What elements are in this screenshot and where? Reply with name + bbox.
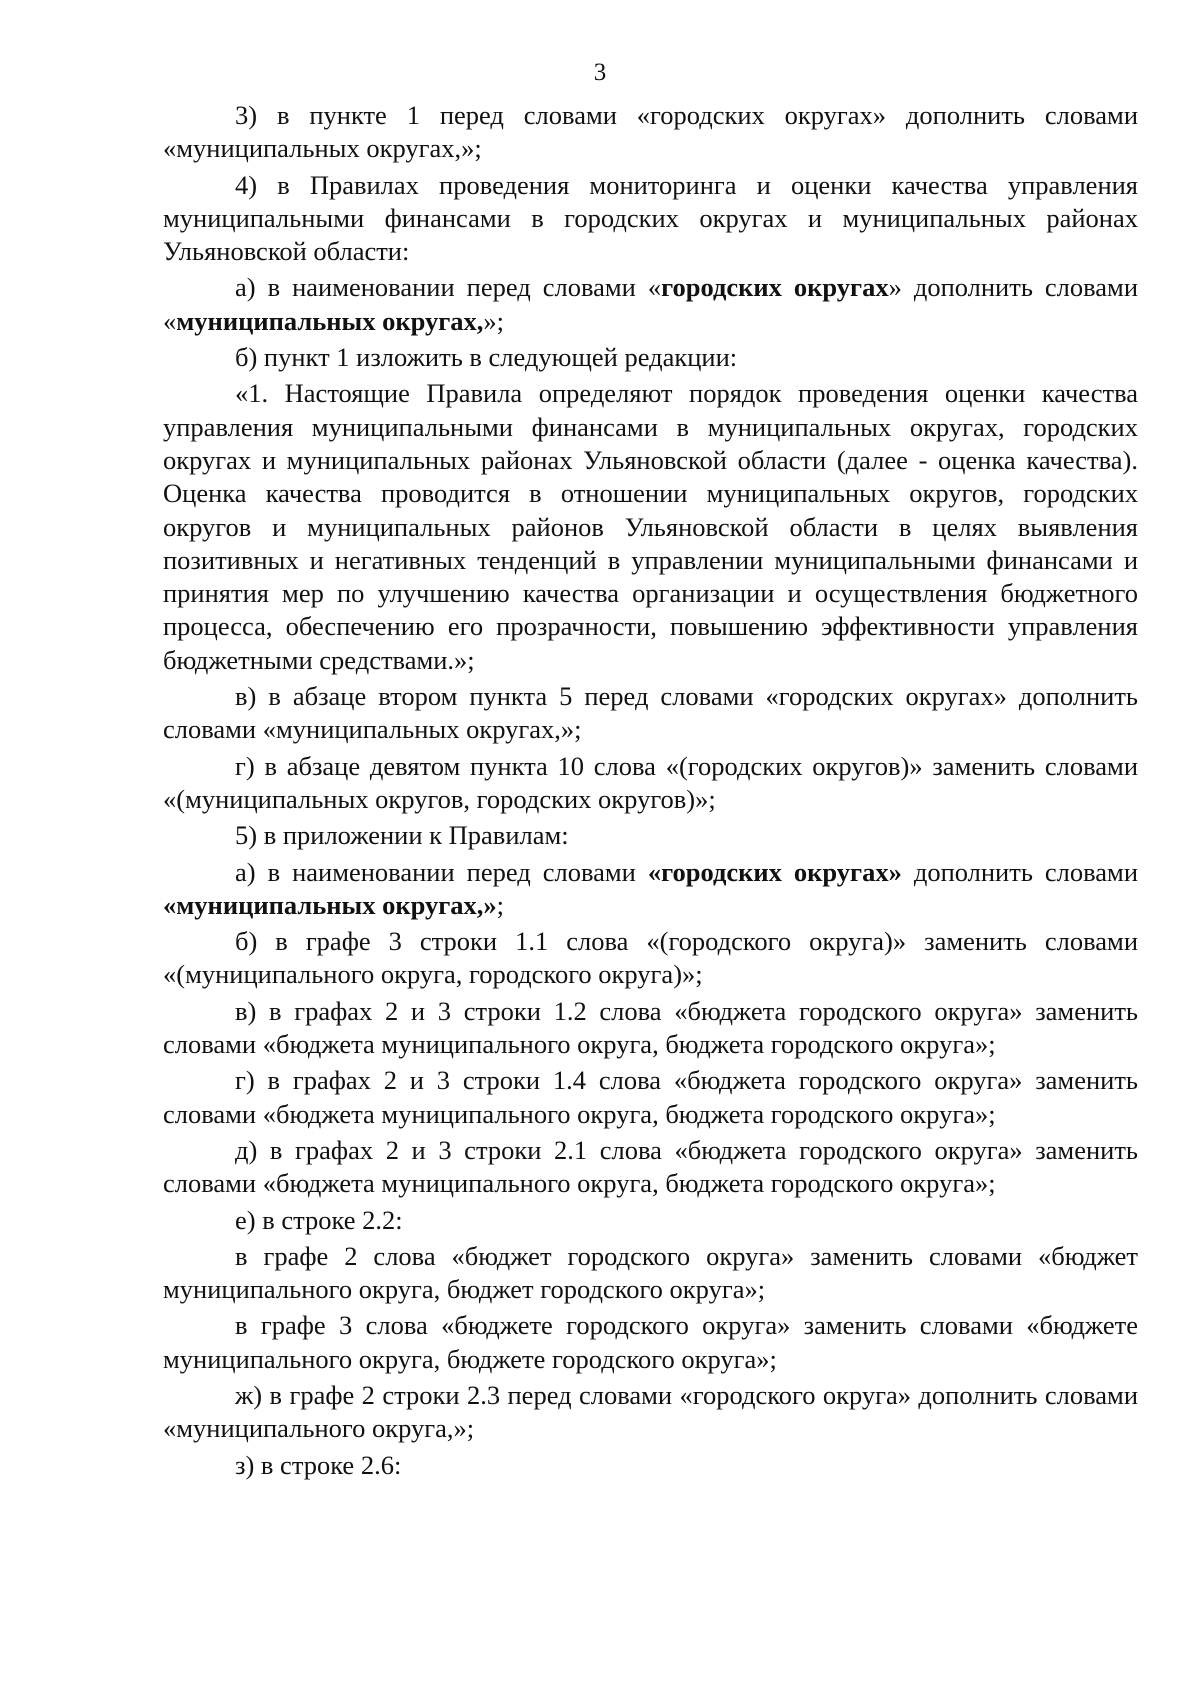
paragraph (163, 1449, 1138, 1482)
text-segment: в графе 2 слова «бюджет городского округа» заменить словами «бюджет муниципального округа, бюджет городского округа»; (163, 1240, 1138, 1305)
paragraph (163, 680, 1138, 747)
paragraph (163, 1240, 1138, 1307)
paragraph (163, 1134, 1138, 1201)
text-segment: б) пункт 1 изложить в следующей редакции: (235, 342, 738, 373)
bold-text-segment: муниципальных округах, (176, 305, 484, 336)
paragraph (163, 750, 1138, 817)
text-segment: ж) в графе 2 строки 2.3 перед словами «городского округа» дополнить словами «муниципального округа,»; (163, 1379, 1138, 1444)
text-segment: 4) в Правилах проведения мониторинга и оценки качества управления муниципальными финансами в городских округах и муниципальных районах Ульяновской области: (163, 169, 1138, 267)
text-segment: 3) в пункте 1 перед словами «городских округах» дополнить словами «муниципальных округах,»; (163, 100, 1138, 164)
paragraph (163, 819, 1138, 852)
text-segment: з) в строке 2.6: (235, 1449, 402, 1480)
document-body (163, 99, 1138, 1485)
bold-text-segment: «городских округах» (647, 856, 902, 887)
text-segment: а) в наименовании перед словами « (235, 272, 662, 303)
paragraph (163, 856, 1138, 923)
paragraph (163, 1064, 1138, 1131)
paragraph (163, 169, 1138, 269)
text-segment: д) в графах 2 и 3 строки 2.1 слова «бюджета городского округа» заменить словами «бюджета муниципального округа, бюджета городского округа»; (163, 1134, 1138, 1199)
text-segment: в) в абзаце втором пункта 5 перед словами «городских округах» дополнить словами «муниципальных округах,»; (163, 681, 1138, 745)
paragraph (163, 1309, 1138, 1376)
page-number: 3 (593, 59, 607, 86)
text-segment: » дополнить словами « (163, 272, 1139, 336)
text-segment: б) в графе 3 строки 1.1 слова «(городского округа)» заменить словами «(муниципального округа, городского округа)»; (163, 926, 1138, 990)
paragraph (163, 377, 1138, 677)
text-segment: в) в графах 2 и 3 строки 1.2 слова «бюджета городского округа» заменить словами «бюджета муниципального округа, бюджета городского округа»; (163, 995, 1138, 1060)
text-segment: 5) в приложении к Правилам: (235, 820, 569, 851)
paragraph (163, 271, 1138, 338)
text-segment: г) в абзаце девятом пункта 10 слова «(городских округов)» заменить словами «(муниципальных округов, городских округов)»; (163, 750, 1138, 814)
paragraph (163, 341, 1138, 374)
bold-text-segment: городских округах (661, 272, 889, 303)
text-segment: ; (496, 889, 505, 920)
text-segment: дополнить словами (901, 856, 1139, 887)
paragraph (163, 99, 1138, 166)
text-segment: в графе 3 слова «бюджете городского округа» заменить словами «бюджете муниципального округа, бюджете городского округа»; (163, 1310, 1138, 1374)
paragraph (163, 1379, 1138, 1446)
text-segment: г) в графах 2 и 3 строки 1.4 слова «бюджета городского округа» заменить словами «бюджета муниципального округа, бюджета городского округа»; (163, 1065, 1138, 1129)
text-segment: а) в наименовании перед словами (235, 856, 648, 887)
text-segment: «1. Настоящие Правила определяют порядок проведения оценки качества управления муниципальными финансами в муниципальных округах, городских округах и муниципальных районах Ульяновской области (далее - оценка качества). Оценка качества проводится в отношении муниципальных округов, городских округов и муниципальных районов Ульяновской области в целях выявления позитивных и негативных тенденций в управлении муниципальными финансами и принятия мер по улучшению качества организации и осуществления бюджетного процесса, обеспечению его прозрачности, повышению эффективности управления бюджетными средствами.»; (163, 378, 1138, 675)
bold-text-segment: «муниципальных округах,» (163, 889, 497, 920)
text-segment: е) в строке 2.2: (235, 1204, 403, 1235)
paragraph (163, 1204, 1138, 1237)
paragraph (163, 995, 1138, 1062)
text-segment: »; (483, 305, 505, 336)
paragraph (163, 925, 1138, 992)
